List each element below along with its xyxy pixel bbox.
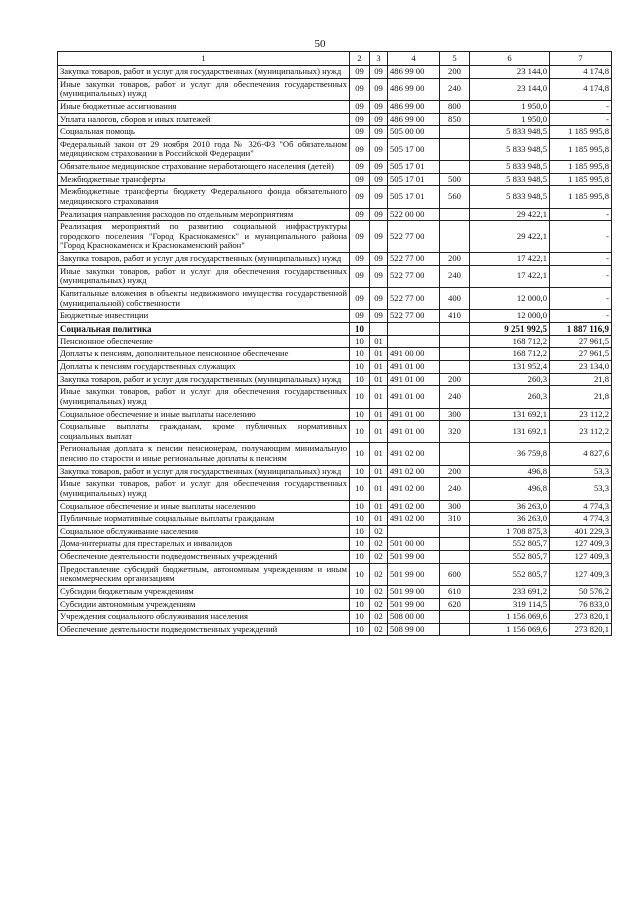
- row-name: Социальные выплаты гражданам, кроме публичных нормативных социальных выплат: [58, 421, 350, 443]
- table-row: [58, 186, 612, 208]
- expense-type-code: 320: [440, 421, 470, 443]
- expense-type-code: 600: [440, 563, 470, 585]
- amount-col-6: 23 144,0: [470, 78, 550, 100]
- row-name: Закупка товаров, работ и услуг для государственных (муниципальных) нужд: [58, 66, 350, 79]
- row-name: Межбюджетные трансферты: [58, 173, 350, 186]
- amount-col-6: 319 114,5: [470, 598, 550, 611]
- target-article-code: 486 99 00: [388, 78, 440, 100]
- amount-col-7: 53,3: [550, 465, 612, 478]
- section-code: 10: [350, 551, 370, 564]
- expense-type-code: [440, 623, 470, 636]
- table-row: [58, 287, 612, 309]
- header-cell: 3: [370, 52, 388, 66]
- amount-col-7: 21,8: [550, 386, 612, 408]
- amount-col-6: 36 263,0: [470, 513, 550, 526]
- table-row: [58, 478, 612, 500]
- section-code: 09: [350, 208, 370, 221]
- expense-type-code: 240: [440, 265, 470, 287]
- amount-col-6: 5 833 948,5: [470, 138, 550, 160]
- row-name: Социальное обеспечение и иные выплаты населению: [58, 408, 350, 421]
- amount-col-6: 260,3: [470, 373, 550, 386]
- row-name: Предоставление субсидий бюджетным, автономным учреждениям и иным некоммерческим организациям: [58, 563, 350, 585]
- table-row: [58, 465, 612, 478]
- amount-col-7: -: [550, 265, 612, 287]
- row-name: Уплата налогов, сборов и иных платежей: [58, 113, 350, 126]
- table-row: [58, 373, 612, 386]
- amount-col-6: 9 251 992,5: [470, 322, 550, 335]
- row-name: Закупка товаров, работ и услуг для государственных (муниципальных) нужд: [58, 253, 350, 266]
- table-row: [58, 265, 612, 287]
- amount-col-6: 168 712,2: [470, 335, 550, 348]
- row-name: Иные бюджетные ассигнования: [58, 100, 350, 113]
- amount-col-7: 1 185 995,8: [550, 173, 612, 186]
- section-code: 10: [350, 478, 370, 500]
- header-cell: 2: [350, 52, 370, 66]
- section-code: 10: [350, 443, 370, 465]
- amount-col-7: -: [550, 208, 612, 221]
- target-article-code: 491 01 00: [388, 421, 440, 443]
- header-cell: 5: [440, 52, 470, 66]
- expense-type-code: 850: [440, 113, 470, 126]
- subsection-code: 01: [370, 386, 388, 408]
- section-code: 10: [350, 421, 370, 443]
- amount-col-6: 552 805,7: [470, 551, 550, 564]
- expense-type-code: [440, 361, 470, 374]
- section-code: 09: [350, 221, 370, 253]
- table-row: [58, 408, 612, 421]
- amount-col-6: 1 708 875,3: [470, 525, 550, 538]
- amount-col-7: 273 820,1: [550, 611, 612, 624]
- amount-col-7: 76 833,0: [550, 598, 612, 611]
- expense-type-code: [440, 126, 470, 139]
- expense-type-code: [440, 443, 470, 465]
- section-code: 10: [350, 335, 370, 348]
- amount-col-6: 260,3: [470, 386, 550, 408]
- subsection-code: 09: [370, 126, 388, 139]
- amount-col-6: 5 833 948,5: [470, 126, 550, 139]
- row-name: Социальная политика: [58, 322, 350, 335]
- subsection-code: 09: [370, 186, 388, 208]
- amount-col-7: 401 229,3: [550, 525, 612, 538]
- table-row: [58, 623, 612, 636]
- amount-col-6: 29 422,1: [470, 208, 550, 221]
- row-name: Бюджетные инвестиции: [58, 310, 350, 323]
- subsection-code: 01: [370, 513, 388, 526]
- header-cell: 4: [388, 52, 440, 66]
- table-row: [58, 161, 612, 174]
- amount-col-7: 27 961,5: [550, 335, 612, 348]
- expense-type-code: 560: [440, 186, 470, 208]
- table-row: [58, 78, 612, 100]
- subsection-code: 02: [370, 598, 388, 611]
- target-article-code: 501 99 00: [388, 551, 440, 564]
- amount-col-7: 1 185 995,8: [550, 186, 612, 208]
- table-row: [58, 173, 612, 186]
- table-row: [58, 386, 612, 408]
- section-code: 10: [350, 348, 370, 361]
- section-code: 10: [350, 322, 370, 335]
- amount-col-6: 552 805,7: [470, 563, 550, 585]
- expense-type-code: 500: [440, 173, 470, 186]
- table-row: [58, 322, 612, 335]
- section-code: 10: [350, 408, 370, 421]
- row-name: Пенсионное обеспечение: [58, 335, 350, 348]
- table-row: [58, 598, 612, 611]
- target-article-code: 522 00 00: [388, 208, 440, 221]
- amount-col-6: 12 000,0: [470, 310, 550, 323]
- table-row: [58, 361, 612, 374]
- expense-type-code: 200: [440, 66, 470, 79]
- expense-type-code: [440, 611, 470, 624]
- expense-type-code: [440, 322, 470, 335]
- amount-col-7: 50 576,2: [550, 585, 612, 598]
- amount-col-7: 4 174,8: [550, 78, 612, 100]
- target-article-code: 486 99 00: [388, 66, 440, 79]
- expense-type-code: 200: [440, 373, 470, 386]
- amount-col-6: 17 422,1: [470, 265, 550, 287]
- expense-type-code: 800: [440, 100, 470, 113]
- amount-col-6: 131 692,1: [470, 421, 550, 443]
- section-code: 10: [350, 611, 370, 624]
- amount-col-6: 29 422,1: [470, 221, 550, 253]
- target-article-code: 491 02 00: [388, 465, 440, 478]
- target-article-code: [388, 525, 440, 538]
- subsection-code: 02: [370, 525, 388, 538]
- row-name: Субсидии автономным учреждениям: [58, 598, 350, 611]
- target-article-code: 491 00 00: [388, 348, 440, 361]
- row-name: Иные закупки товаров, работ и услуг для обеспечения государственных (муниципальных) нужд: [58, 478, 350, 500]
- subsection-code: 09: [370, 100, 388, 113]
- subsection-code: 09: [370, 208, 388, 221]
- amount-col-6: 1 156 069,6: [470, 623, 550, 636]
- subsection-code: 09: [370, 221, 388, 253]
- section-code: 09: [350, 186, 370, 208]
- amount-col-7: 273 820,1: [550, 623, 612, 636]
- row-name: Межбюджетные трансферты бюджету Федерального фонда обязательного медицинского страхования: [58, 186, 350, 208]
- page-number: 50: [314, 38, 326, 50]
- table-row: [58, 221, 612, 253]
- section-code: 10: [350, 386, 370, 408]
- row-name: Иные закупки товаров, работ и услуг для обеспечения государственных (муниципальных) нужд: [58, 265, 350, 287]
- target-article-code: 491 02 00: [388, 443, 440, 465]
- table-row: [58, 348, 612, 361]
- table-row: [58, 66, 612, 79]
- table-header-row: [58, 52, 612, 66]
- amount-col-7: -: [550, 310, 612, 323]
- target-article-code: 505 17 01: [388, 173, 440, 186]
- expense-type-code: [440, 525, 470, 538]
- expense-type-code: [440, 208, 470, 221]
- expense-type-code: 200: [440, 465, 470, 478]
- section-code: 10: [350, 513, 370, 526]
- header-cell: 6: [470, 52, 550, 66]
- subsection-code: 01: [370, 408, 388, 421]
- amount-col-7: 23 112,2: [550, 408, 612, 421]
- subsection-code: 02: [370, 611, 388, 624]
- subsection-code: [370, 322, 388, 335]
- target-article-code: 522 77 00: [388, 265, 440, 287]
- subsection-code: 01: [370, 500, 388, 513]
- amount-col-7: 127 409,3: [550, 538, 612, 551]
- section-code: 09: [350, 113, 370, 126]
- expense-type-code: 240: [440, 78, 470, 100]
- expense-type-code: 310: [440, 513, 470, 526]
- target-article-code: 522 77 00: [388, 253, 440, 266]
- section-code: 09: [350, 66, 370, 79]
- row-name: Федеральный закон от 29 ноября 2010 года № 326-ФЗ "Об обязательном медицинском страховании в Российской Федерации": [58, 138, 350, 160]
- table-row: [58, 585, 612, 598]
- section-code: 10: [350, 525, 370, 538]
- subsection-code: 09: [370, 287, 388, 309]
- expense-type-code: [440, 348, 470, 361]
- amount-col-6: 12 000,0: [470, 287, 550, 309]
- table-row: [58, 500, 612, 513]
- row-name: Дома-интернаты для престарелых и инвалидов: [58, 538, 350, 551]
- table-row: [58, 443, 612, 465]
- amount-col-6: 168 712,2: [470, 348, 550, 361]
- section-code: 09: [350, 161, 370, 174]
- section-code: 09: [350, 126, 370, 139]
- expense-type-code: 610: [440, 585, 470, 598]
- section-code: 10: [350, 373, 370, 386]
- amount-col-6: 36 759,8: [470, 443, 550, 465]
- amount-col-7: 4 827,6: [550, 443, 612, 465]
- amount-col-7: 127 409,3: [550, 563, 612, 585]
- expense-type-code: 300: [440, 408, 470, 421]
- amount-col-6: 131 692,1: [470, 408, 550, 421]
- target-article-code: 501 99 00: [388, 563, 440, 585]
- subsection-code: 09: [370, 78, 388, 100]
- section-code: 10: [350, 361, 370, 374]
- target-article-code: 491 01 00: [388, 361, 440, 374]
- target-article-code: 491 02 00: [388, 513, 440, 526]
- amount-col-7: -: [550, 100, 612, 113]
- target-article-code: 505 17 00: [388, 138, 440, 160]
- expense-type-code: 240: [440, 478, 470, 500]
- amount-col-7: 21,8: [550, 373, 612, 386]
- amount-col-6: 131 952,4: [470, 361, 550, 374]
- budget-table: [57, 51, 612, 636]
- subsection-code: 09: [370, 173, 388, 186]
- row-name: Иные закупки товаров, работ и услуг для обеспечения государственных (муниципальных) нужд: [58, 386, 350, 408]
- amount-col-7: 1 185 995,8: [550, 138, 612, 160]
- row-name: Региональная доплата к пенсии пенсионерам, получающим минимальную пенсию по старости и иные региональные доплаты к пенсиям: [58, 443, 350, 465]
- amount-col-7: 23 112,2: [550, 421, 612, 443]
- table-row: [58, 335, 612, 348]
- row-name: Социальное обслуживание населения: [58, 525, 350, 538]
- expense-type-code: 240: [440, 386, 470, 408]
- target-article-code: 501 99 00: [388, 585, 440, 598]
- expense-type-code: 410: [440, 310, 470, 323]
- amount-col-6: 1 950,0: [470, 100, 550, 113]
- section-code: 09: [350, 138, 370, 160]
- subsection-code: 01: [370, 373, 388, 386]
- row-name: Капитальные вложения в объекты недвижимого имущества государственной (муниципальной) собственности: [58, 287, 350, 309]
- subsection-code: 01: [370, 478, 388, 500]
- section-code: 10: [350, 598, 370, 611]
- row-name: Учреждения социального обслуживания населения: [58, 611, 350, 624]
- target-article-code: 491 02 00: [388, 478, 440, 500]
- table-row: [58, 113, 612, 126]
- table-row: [58, 611, 612, 624]
- section-code: 09: [350, 253, 370, 266]
- expense-type-code: 400: [440, 287, 470, 309]
- table-row: [58, 208, 612, 221]
- row-name: Обеспечение деятельности подведомственных учреждений: [58, 623, 350, 636]
- target-article-code: 505 00 00: [388, 126, 440, 139]
- section-code: 10: [350, 500, 370, 513]
- subsection-code: 01: [370, 421, 388, 443]
- row-name: Обязательное медицинское страхование неработающего населения (детей): [58, 161, 350, 174]
- row-name: Публичные нормативные социальные выплаты гражданам: [58, 513, 350, 526]
- section-code: 10: [350, 563, 370, 585]
- table-row: [58, 525, 612, 538]
- expense-type-code: [440, 538, 470, 551]
- section-code: 09: [350, 78, 370, 100]
- row-name: Субсидии бюджетным учреждениям: [58, 585, 350, 598]
- subsection-code: 09: [370, 66, 388, 79]
- subsection-code: 01: [370, 348, 388, 361]
- target-article-code: 508 00 00: [388, 611, 440, 624]
- row-name: Закупка товаров, работ и услуг для государственных (муниципальных) нужд: [58, 373, 350, 386]
- row-name: Реализация мероприятий по развитию социальной инфраструктуры городского поселения "Город Краснокаменск" и муниципального района "Город Краснокаменск и Краснокаменский район": [58, 221, 350, 253]
- subsection-code: 02: [370, 585, 388, 598]
- header-cell: 1: [58, 52, 350, 66]
- expense-type-code: [440, 161, 470, 174]
- amount-col-7: 4 174,8: [550, 66, 612, 79]
- section-code: 10: [350, 623, 370, 636]
- amount-col-7: -: [550, 287, 612, 309]
- section-code: 09: [350, 265, 370, 287]
- table-row: [58, 310, 612, 323]
- target-article-code: 522 77 00: [388, 287, 440, 309]
- table-row: [58, 100, 612, 113]
- amount-col-6: 5 833 948,5: [470, 186, 550, 208]
- amount-col-7: 4 774,3: [550, 500, 612, 513]
- amount-col-6: 36 263,0: [470, 500, 550, 513]
- table-row: [58, 126, 612, 139]
- amount-col-6: 1 950,0: [470, 113, 550, 126]
- row-name: Обеспечение деятельности подведомственных учреждений: [58, 551, 350, 564]
- expense-type-code: [440, 551, 470, 564]
- section-code: 09: [350, 310, 370, 323]
- table-row: [58, 513, 612, 526]
- amount-col-7: -: [550, 113, 612, 126]
- amount-col-7: 127 409,3: [550, 551, 612, 564]
- amount-col-7: 23 134,0: [550, 361, 612, 374]
- expense-type-code: [440, 335, 470, 348]
- subsection-code: 01: [370, 361, 388, 374]
- target-article-code: 505 17 01: [388, 161, 440, 174]
- row-name: Иные закупки товаров, работ и услуг для обеспечения государственных (муниципальных) нужд: [58, 78, 350, 100]
- subsection-code: 02: [370, 623, 388, 636]
- section-code: 09: [350, 173, 370, 186]
- row-name: Социальное обеспечение и иные выплаты населению: [58, 500, 350, 513]
- amount-col-6: 23 144,0: [470, 66, 550, 79]
- amount-col-6: 5 833 948,5: [470, 173, 550, 186]
- amount-col-6: 17 422,1: [470, 253, 550, 266]
- row-name: Доплаты к пенсиям, дополнительное пенсионное обеспечение: [58, 348, 350, 361]
- amount-col-6: 496,8: [470, 478, 550, 500]
- table-row: [58, 538, 612, 551]
- subsection-code: 09: [370, 113, 388, 126]
- amount-col-6: 1 156 069,6: [470, 611, 550, 624]
- subsection-code: 01: [370, 443, 388, 465]
- row-name: Реализация направления расходов по отдельным мероприятиям: [58, 208, 350, 221]
- subsection-code: 02: [370, 538, 388, 551]
- target-article-code: 486 99 00: [388, 113, 440, 126]
- table-row: [58, 551, 612, 564]
- subsection-code: 02: [370, 551, 388, 564]
- section-code: 10: [350, 465, 370, 478]
- table-row: [58, 421, 612, 443]
- subsection-code: 09: [370, 138, 388, 160]
- target-article-code: 501 00 00: [388, 538, 440, 551]
- header-cell: 7: [550, 52, 612, 66]
- amount-col-6: 233 691,2: [470, 585, 550, 598]
- target-article-code: 491 01 00: [388, 408, 440, 421]
- amount-col-7: -: [550, 221, 612, 253]
- section-code: 09: [350, 100, 370, 113]
- amount-col-6: 552 805,7: [470, 538, 550, 551]
- amount-col-7: 1 185 995,8: [550, 161, 612, 174]
- subsection-code: 01: [370, 335, 388, 348]
- subsection-code: 09: [370, 253, 388, 266]
- target-article-code: 522 77 00: [388, 310, 440, 323]
- table-row: [58, 563, 612, 585]
- amount-col-7: 1 887 116,9: [550, 322, 612, 335]
- target-article-code: 522 77 00: [388, 221, 440, 253]
- expense-type-code: 620: [440, 598, 470, 611]
- subsection-code: 09: [370, 161, 388, 174]
- row-name: Социальная помощь: [58, 126, 350, 139]
- target-article-code: 508 99 00: [388, 623, 440, 636]
- target-article-code: 491 02 00: [388, 500, 440, 513]
- target-article-code: 491 01 00: [388, 386, 440, 408]
- table-row: [58, 253, 612, 266]
- subsection-code: 01: [370, 465, 388, 478]
- amount-col-6: 5 833 948,5: [470, 161, 550, 174]
- target-article-code: 486 99 00: [388, 100, 440, 113]
- subsection-code: 02: [370, 563, 388, 585]
- section-code: 10: [350, 538, 370, 551]
- target-article-code: [388, 335, 440, 348]
- row-name: Закупка товаров, работ и услуг для государственных (муниципальных) нужд: [58, 465, 350, 478]
- amount-col-7: 53,3: [550, 478, 612, 500]
- target-article-code: [388, 322, 440, 335]
- amount-col-6: 496,8: [470, 465, 550, 478]
- target-article-code: 491 01 00: [388, 373, 440, 386]
- expense-type-code: 200: [440, 253, 470, 266]
- amount-col-7: 1 185 995,8: [550, 126, 612, 139]
- row-name: Доплаты к пенсиям государственных служащих: [58, 361, 350, 374]
- section-code: 09: [350, 287, 370, 309]
- expense-type-code: [440, 138, 470, 160]
- subsection-code: 09: [370, 265, 388, 287]
- expense-type-code: 300: [440, 500, 470, 513]
- amount-col-7: -: [550, 253, 612, 266]
- amount-col-7: 27 961,5: [550, 348, 612, 361]
- target-article-code: 501 99 00: [388, 598, 440, 611]
- table-row: [58, 138, 612, 160]
- subsection-code: 09: [370, 310, 388, 323]
- expense-type-code: [440, 221, 470, 253]
- amount-col-7: 4 774,3: [550, 513, 612, 526]
- section-code: 10: [350, 585, 370, 598]
- target-article-code: 505 17 01: [388, 186, 440, 208]
